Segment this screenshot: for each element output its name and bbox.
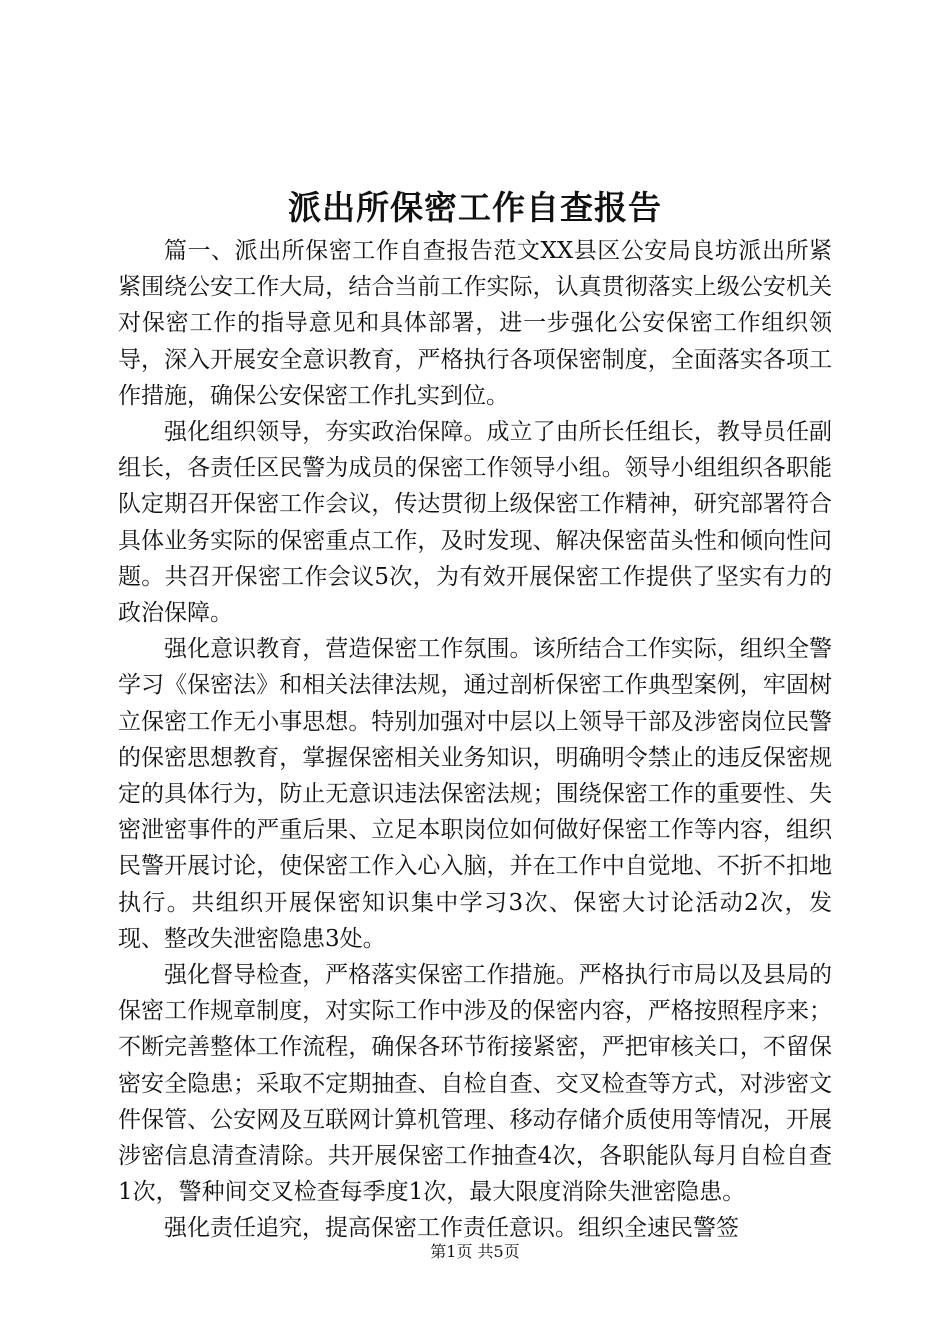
document-body <box>118 233 832 1247</box>
page-title: 派出所保密工作自查报告 <box>288 188 662 227</box>
paragraph-3: 强化意识教育，营造保密工作氛围。该所结合工作实际，组织全警学习《保密法》和相关法律法规，通过剖析保密工作典型案例，牢固树立保密工作无小事思想。特别加强对中层以上领导干部及涉密岗位民警的保密思想教育，掌握保密相关业务知识，明确明令禁止的违反保密规定的具体行为，防止无意识违法保密法规；围绕保密工作的重要性、失密泄密事件的严重后果、立足本职岗位如何做好保密工作等内容，组织民警开展讨论，使保密工作入心入脑，并在工作中自觉地、不折不扣地执行。共组织开展保密知识集中学习3次、保密大讨论活动2次，发现、整改失泄密隐患3处。 <box>118 636 832 952</box>
paragraph-5: 强化责任追究，提高保密工作责任意识。组织全速民警签 <box>164 1215 739 1242</box>
paragraph-2: 强化组织领导，夯实政治保障。成立了由所长任组长，教导员任副组长，各责任区民警为成员的保密工作领导小组。领导小组组织各职能队定期召开保密工作会议，传达贯彻上级保密工作精神，研究部署符合具体业务实际的保密重点工作，及时发现、解决保密苗头性和倾向性问题。共召开保密工作会议5次，为有效开展保密工作提供了坚实有力的政治保障。 <box>118 419 832 627</box>
page-footer: 第1页 共5页 <box>430 1242 520 1261</box>
paragraph-4: 强化督导检查，严格落实保密工作措施。严格执行市局以及县局的保密工作规章制度，对实际工作中涉及的保密内容，严格按照程序来；不断完善整体工作流程，确保各环节衔接紧密，严把审核关口，不留保密安全隐患；采取不定期抽查、自检自查、交叉检查等方式，对涉密文件保管、公安网及互联网计算机管理、移动存储介质使用等情况，开展涉密信息清查清除。共开展保密工作抽查4次，各职能队每月自检自查1次，警种间交叉检查每季度1次，最大限度消除失泄密隐患。 <box>118 962 832 1206</box>
paragraph-1: 篇一、派出所保密工作自查报告范文XX县区公安局良坊派出所紧紧围绕公安工作大局，结合当前工作实际，认真贯彻落实上级公安机关对保密工作的指导意见和具体部署，进一步强化公安保密工作组织领导，深入开展安全意识教育，严格执行各项保密制度，全面落实各项工作措施，确保公安保密工作扎实到位。 <box>118 238 832 409</box>
